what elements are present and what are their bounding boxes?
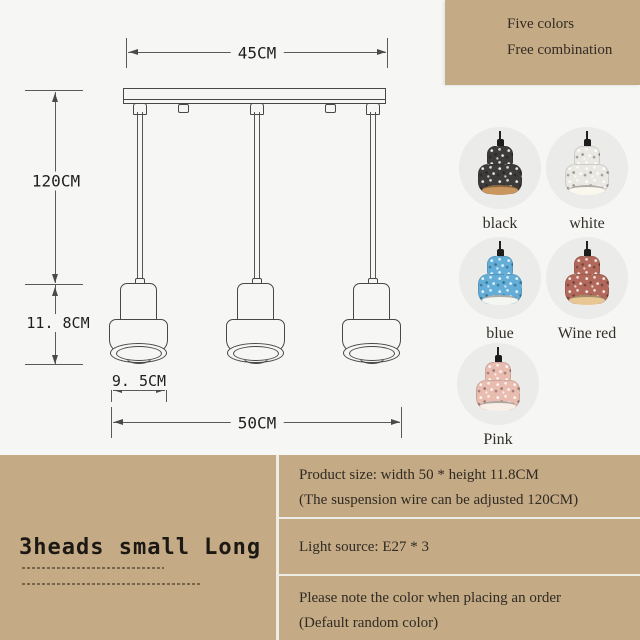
lamp-glow [482, 295, 518, 305]
lamp-head-center [226, 278, 286, 368]
pendant-wire-left [137, 112, 143, 280]
five-colors-banner [445, 0, 640, 85]
spec-row-light-source [279, 519, 640, 576]
dim-120-label: 120CM [25, 172, 87, 191]
dim-50-tick-left [111, 407, 112, 438]
dim-50-tick-right [401, 407, 402, 438]
dim-118-tick-bottom [25, 364, 83, 365]
lamp-neck [485, 362, 511, 382]
lamp-glow [569, 185, 605, 195]
lamp-head-right [342, 278, 402, 368]
dim-50-arrow-left-icon [114, 419, 123, 425]
swatch-blue [458, 237, 542, 343]
product-title: 3heads small Long [19, 535, 262, 560]
spec-size-line2: (The suspension wire can be adjusted 120CM) [299, 492, 579, 508]
swatch-circle [457, 343, 539, 425]
product-spec-panel [279, 455, 640, 640]
swatch-label: white [569, 215, 605, 232]
lamp-photo [473, 347, 523, 419]
fine-print-line-2 [22, 583, 202, 585]
swatch-wine-red [545, 237, 629, 343]
dim-50-arrow-right-icon [391, 419, 400, 425]
lamp-glow [480, 401, 516, 411]
swatch-pink [456, 343, 540, 449]
canopy-bar [123, 88, 386, 104]
pendant-wire-center [254, 112, 260, 280]
lamp-neck [237, 283, 274, 323]
dim-118-arrow-down-icon [52, 355, 58, 364]
spec-note-line1: Please note the color when placing an order [299, 590, 561, 606]
dim-118-arrow-up-icon [52, 287, 58, 296]
lamp-photo [475, 241, 525, 313]
lamp-neck [574, 256, 600, 276]
canopy-screw-right [325, 104, 336, 113]
dim-45-arrow-left-icon [129, 49, 138, 55]
dim-45-tick-left [126, 38, 127, 68]
dim-45-arrow-right-icon [377, 49, 386, 55]
canopy-bar-edge [124, 99, 385, 100]
info-band [0, 455, 640, 640]
lamp-neck [487, 146, 513, 166]
lamp-diffuser [357, 347, 387, 364]
swatch-circle [459, 237, 541, 319]
lamp-glow [482, 185, 518, 195]
dim-120-tick-top [25, 90, 83, 91]
swatch-label: Pink [483, 431, 513, 448]
canopy-screw-left [178, 104, 189, 113]
lamp-neck [353, 283, 390, 323]
dim-118-label: 11. 8CM [19, 314, 96, 332]
dim-95-label: 9. 5CM [105, 372, 173, 390]
dim-120-arrow-down-icon [52, 274, 58, 283]
dim-45-tick-right [387, 38, 388, 68]
fine-print-line-1 [22, 567, 164, 569]
swatch-label: blue [486, 325, 514, 342]
swatch-white [545, 127, 629, 233]
lamp-glow [569, 295, 605, 305]
dim-50-label: 50CM [231, 414, 284, 433]
spec-note-line2: (Default random color) [299, 615, 439, 631]
pendant-wire-right [370, 112, 376, 280]
lamp-head-left [109, 278, 169, 368]
dim-120-tick-bottom [25, 284, 83, 285]
lamp-diffuser [124, 347, 154, 364]
lamp-photo [475, 131, 525, 203]
spec-size-line1: Product size: width 50 * height 11.8CM [299, 467, 539, 483]
dim-45-label: 45CM [231, 44, 284, 63]
banner-line1: Five colors [507, 16, 575, 32]
lamp-photo [562, 131, 612, 203]
spec-row-color-note [279, 576, 640, 638]
lamp-diffuser [241, 347, 271, 364]
lamp-neck [487, 256, 513, 276]
swatch-circle [546, 237, 628, 319]
dim-120-arrow-up-icon [52, 93, 58, 102]
lamp-neck [120, 283, 157, 323]
product-name-panel [0, 455, 276, 640]
swatch-black [458, 127, 542, 233]
spec-light-line1: Light source: E27 * 3 [299, 539, 429, 555]
lamp-photo [562, 241, 612, 313]
swatch-circle [459, 127, 541, 209]
swatch-circle [546, 127, 628, 209]
banner-line2: Free combination [507, 42, 613, 58]
spec-row-size [279, 455, 640, 519]
lamp-neck [574, 146, 600, 166]
swatch-label: Wine red [557, 325, 617, 342]
swatch-label: black [482, 215, 518, 232]
